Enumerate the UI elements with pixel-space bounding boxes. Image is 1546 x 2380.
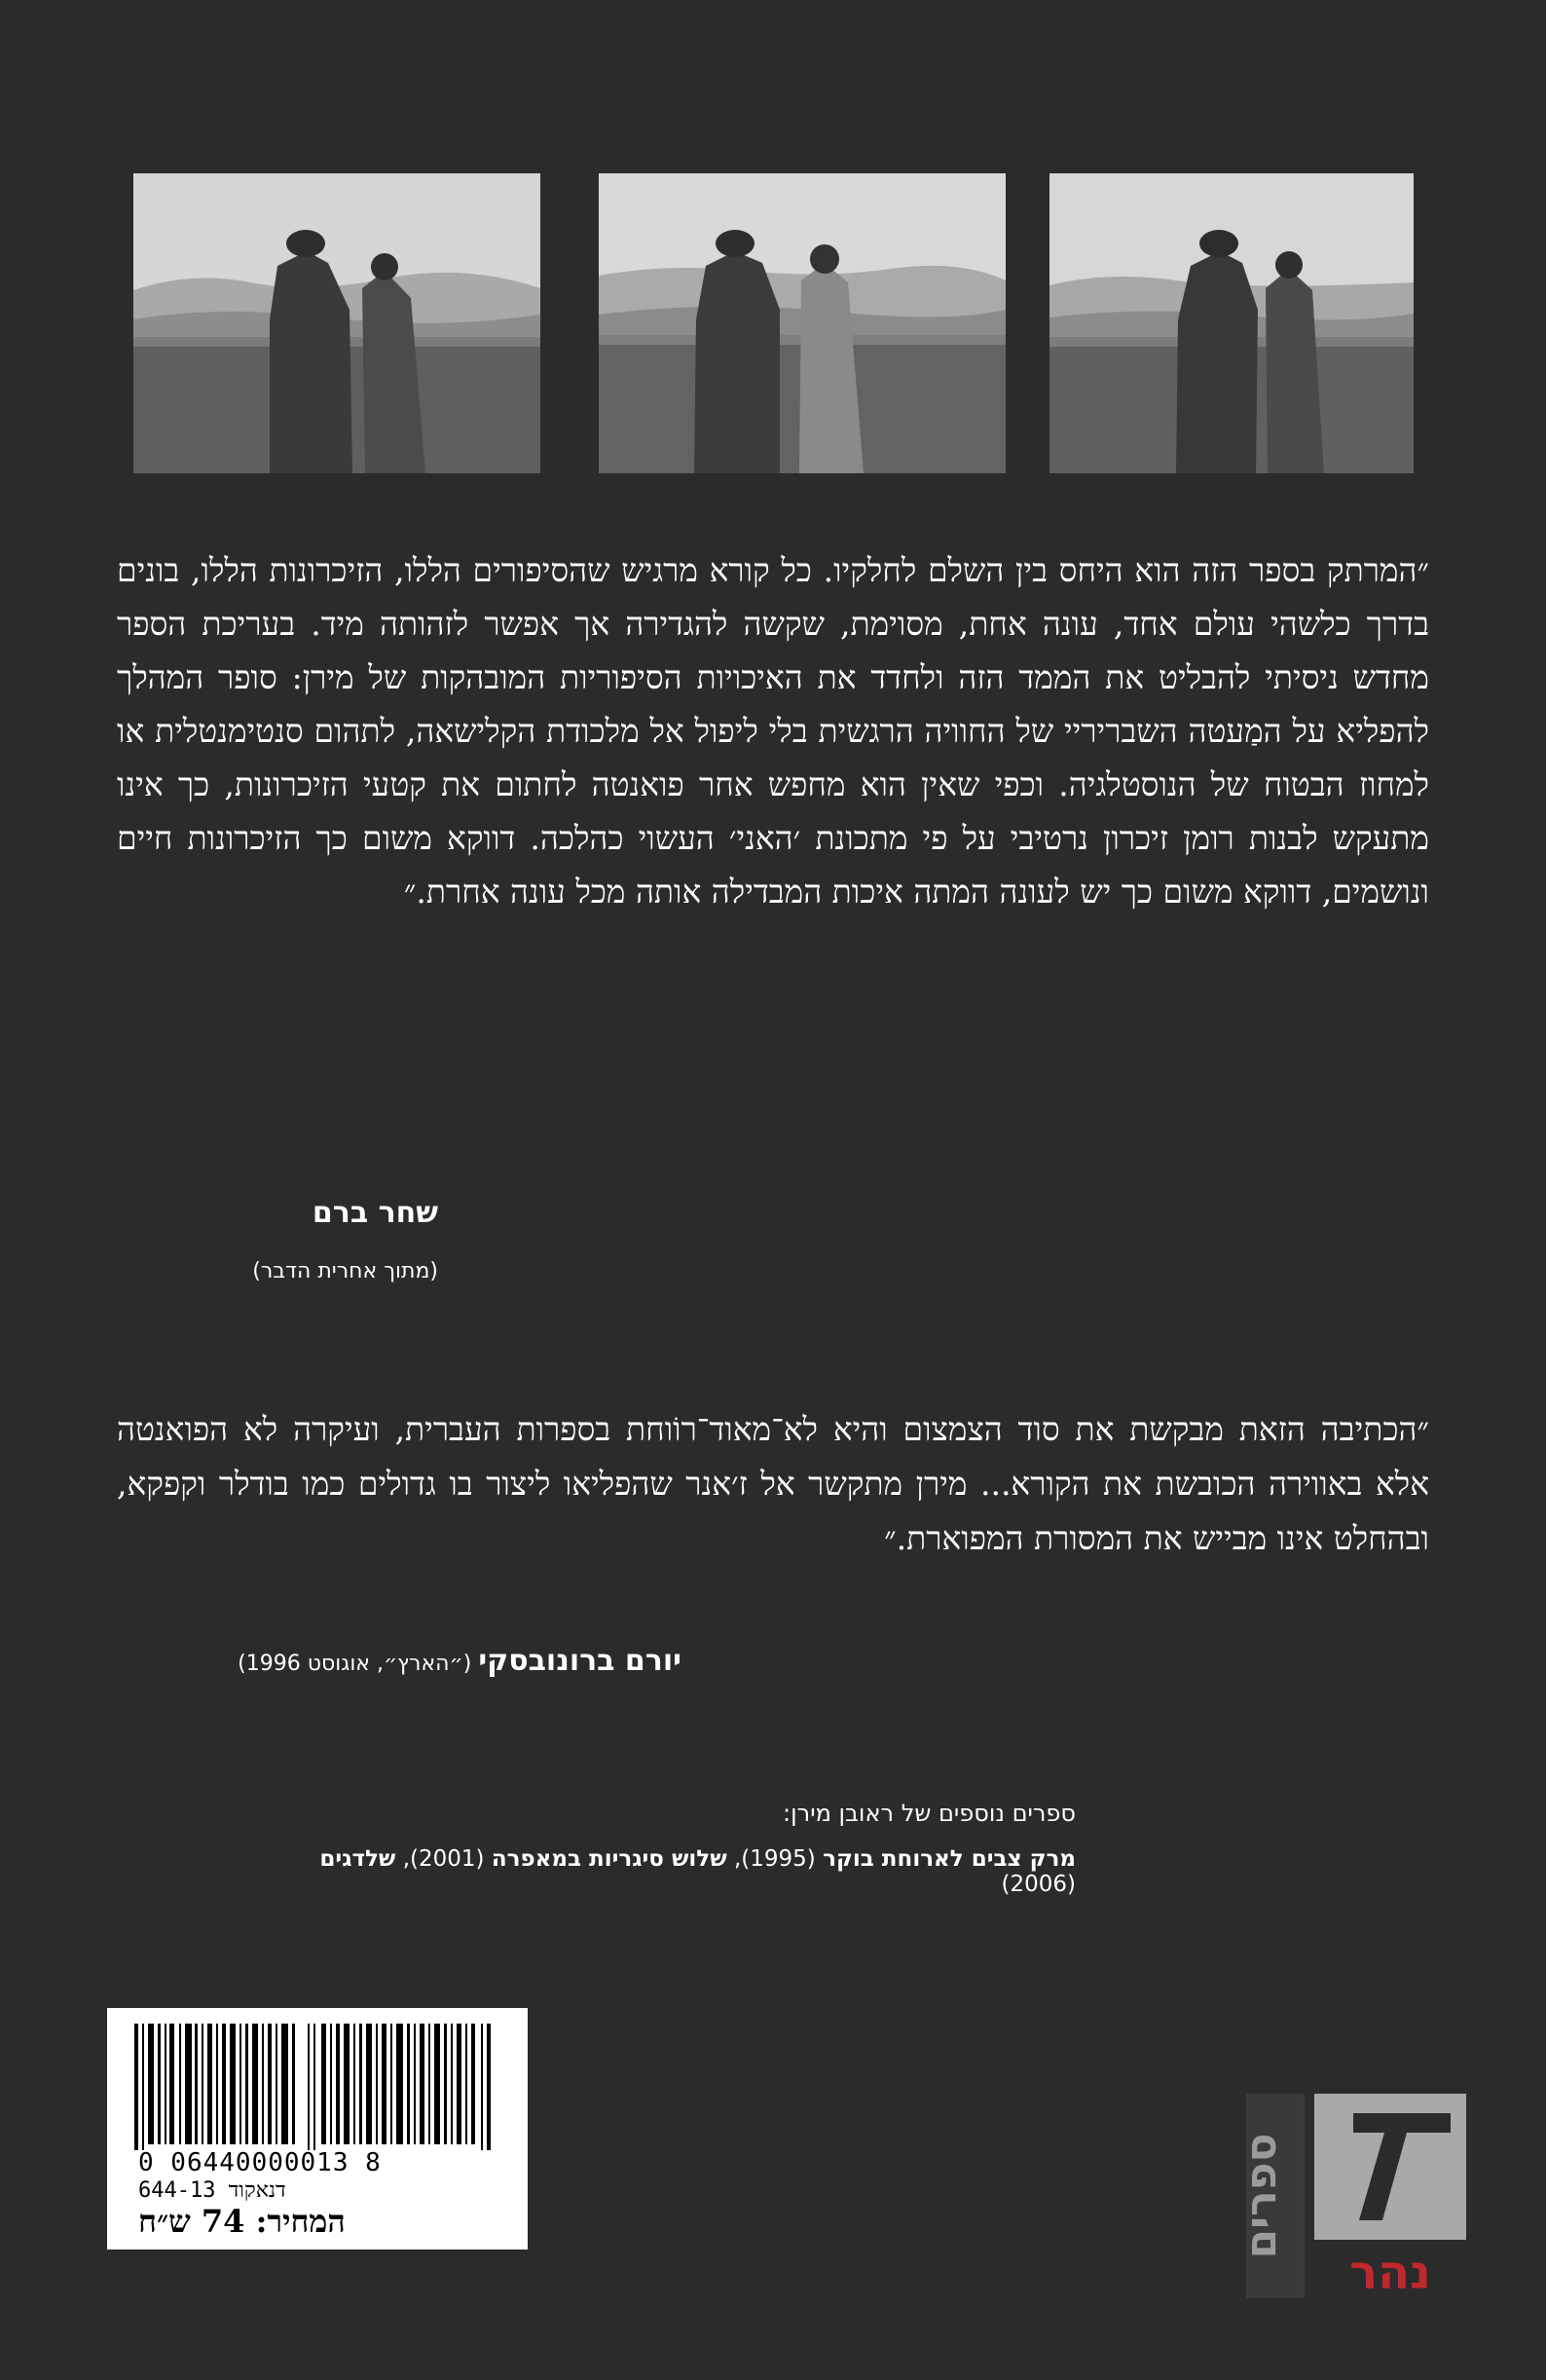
blurb-source-1: (מתוך אחרית הדבר)	[252, 1259, 438, 1283]
photo-two-men-at-wall-1	[133, 173, 540, 473]
barcode-code: 644-13 דנאקוד	[138, 2178, 286, 2203]
blurb-quote-2: ״הכתיבה הזאת מבקשת את סוד הצמצום והיא לא־מאוד־רוֹוחת בספרות העברית, ועיקרה לא הפואנטה אלא באווירה הכובשת את הקורא... מירן מתקשר אל ז׳אנר שהפליאו ליצור בו גדולים כמו בודלר וקפקא, ובהחלט אינו מבייש את המסורת המפוארת.״	[117, 1410, 1429, 1557]
photo-frame-3	[1049, 173, 1414, 473]
book-year-2: (2001),	[402, 1846, 485, 1872]
blurb-author-1: שחר ברם	[312, 1196, 438, 1230]
book-title-2: שלוש סיגריות במאפרה	[491, 1846, 727, 1872]
more-books-title: ספרים נוספים של ראובן מירן:	[783, 1800, 1076, 1827]
blurb-author-2: יורם ברונובסקי	[478, 1644, 681, 1678]
price-label: המחיר: 74 ש״ח	[138, 2203, 346, 2240]
more-books-list	[292, 1846, 1076, 1897]
svg-text:ספרים: ספרים	[1236, 2133, 1286, 2259]
photo-two-men-at-wall-3	[1049, 173, 1414, 473]
blurb-source-2: (״הארץ״, אוגוסט 1996)	[238, 1652, 472, 1676]
barcode-label	[107, 2008, 528, 2250]
blurb-attribution-2	[117, 1644, 681, 1678]
book-title-3: שלדגים	[319, 1846, 396, 1872]
photo-two-men-at-wall-2	[599, 173, 1006, 473]
book-year-1: (1995),	[733, 1846, 816, 1872]
photo-frame-1	[133, 173, 540, 473]
svg-text:נהר: נהר	[1349, 2246, 1431, 2300]
book-year-3: (2006)	[1001, 1872, 1076, 1897]
barcode-number: 0 06440000013 8	[138, 2148, 382, 2177]
book-title-1: מרק צבים לארוחת בוקר	[823, 1846, 1076, 1872]
blurb-quote-1: ״המרתק בספר הזה הוא היחס בין השלם לחלקיו. כל קורא מרגיש שהסיפורים הללו, הזיכרונות הללו, בונים בדרך כלשהי עולם אחד, עונה אחת, מסוימת, שקשה להגדירה אך אפשר לזהותה מיד. בעריכת הספר מחדש ניסיתי להבליט את הממד הזה ולחדד את האיכויות הסיפוריות המובהקות של מירן: סופר המהלך להפליא על המַעטה השבריריי של החוויה הרגשית בלי ליפול אל מלכודת הקלישאה, לתהום סנטימנטלית או למחוז הבטוח של הנוסטלגיה. וכפי שאין הוא מחפש אחר פואנטה לחתום את קטעי הזיכרונות, כך אינו מתעקש לבנות רומן זיכרון נרטיבי על פי מתכונת ׳האני׳ העשוי כהלכה. דווקא משום כך הזיכרונות חיים ונושמים, דווקא משום כך יש לעונה המתה איכות המבדילה אותה מכל עונה אחרת.״	[117, 551, 1429, 911]
photo-frame-2	[599, 173, 1006, 473]
photo-strip	[133, 173, 1414, 473]
publisher-logo	[1236, 2094, 1466, 2300]
barcode-bars	[134, 2024, 504, 2150]
